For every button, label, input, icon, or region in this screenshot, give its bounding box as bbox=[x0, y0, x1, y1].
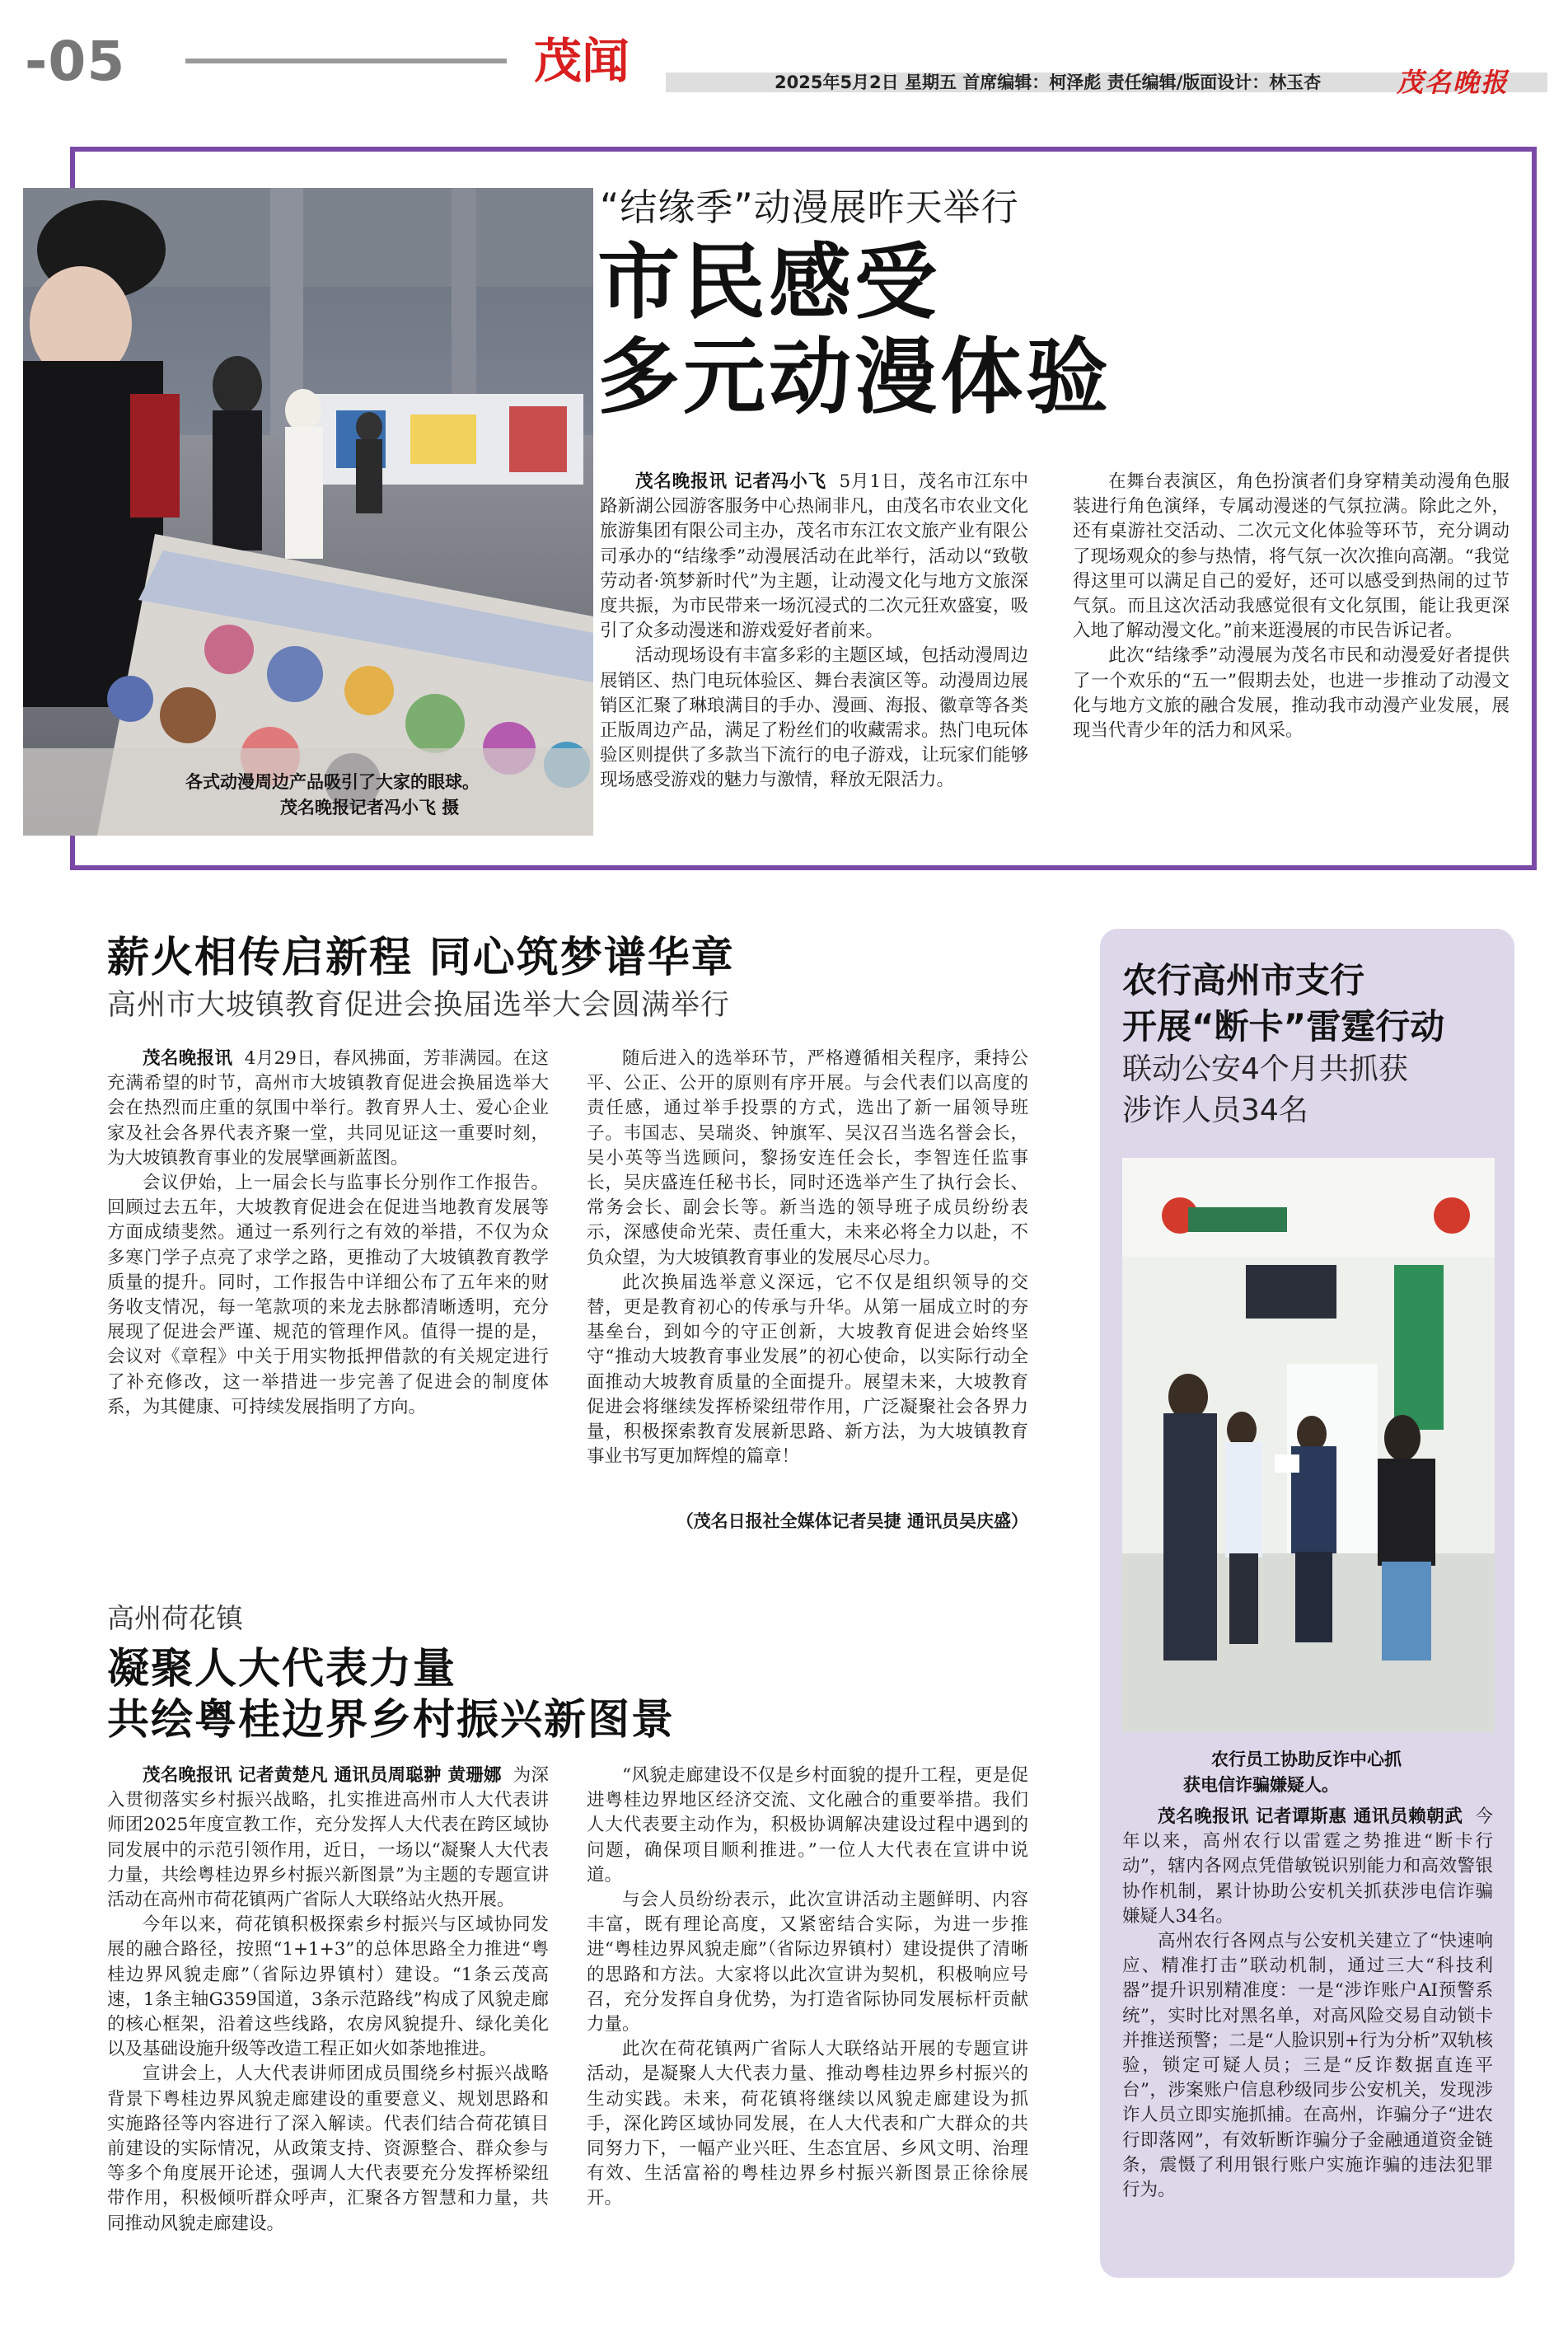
headline-line: 共绘粤桂边界乡村振兴新图景 bbox=[107, 1696, 676, 1745]
feature-headline bbox=[597, 235, 1112, 424]
feature-kicker: “结缘季”动漫展昨天举行 bbox=[600, 185, 1019, 229]
article2-paragraph: 随后进入的选举环节，严格遵循相关程序，秉持公平、公正、公开的原则有序开展。与会代表们以高度的责任感，通过举手投票的方式，选出了新一届领导班子。韦国志、吴瑞炎、钟旗军、吴汉召当选名誉会长，吴小英等当选顾问，黎扬安连任会长，李智连任监事长，吴庆盛连任秘书长，同时还选举产生了执行会长、常务会长、副会长等。新当选的领导班子成员纷纷表示，深感使命光荣、责任重大，未来必将全力以赴，不负众望，为大坡镇教育事业的发展尽心尽力。 bbox=[587, 1048, 1028, 1268]
feature-paragraph: 活动现场设有丰富多彩的主题区域，包括动漫周边展销区、热门电玩体验区、舞台表演区等。动漫周边展销区汇聚了琳琅满目的手办、漫画、海报、徽章等各类正版周边产品，满足了粉丝们的收藏需求。热门电玩体验区则提供了多款当下流行的电子游戏，让玩家们能够现场感受游戏的魅力与激情，释放无限活力。 bbox=[600, 645, 1028, 791]
caption-line: 获电信诈骗嫌疑人。 bbox=[1183, 1775, 1339, 1795]
article3-body-col-1 bbox=[107, 1764, 549, 2283]
sidebar-paragraph bbox=[1122, 1805, 1493, 1929]
headline-line: 开展“断卡”雷霆行动 bbox=[1122, 1006, 1445, 1047]
article3-body-col-2 bbox=[587, 1764, 1028, 2283]
article2-credit: （茂名日报社全媒体记者吴捷 通讯员吴庆盛） bbox=[676, 1511, 1028, 1531]
article3-headline bbox=[107, 1644, 675, 1746]
article3-text: 为深入贯彻落实乡村振兴战略，扎实推进高州市人大代表讲师团2025年度宣教工作，充分发挥人大代表在跨区域协同发展中的示范引领作用，近日，一场以“凝聚人大代表力量，共绘粤桂边界乡村振兴新图景”为主题的专题宣讲活动在高州市荷花镇两广省际人大联络站火热开展。 bbox=[107, 1765, 549, 1911]
headline-line: 多元动漫体验 bbox=[597, 329, 1112, 425]
feature-paragraph: 此次“结缘季”动漫展为茂名市民和动漫爱好者提供了一个欢乐的“五一”假期去处，也进一步推动了动漫文化与地方文旅的融合发展，推动我市动漫产业发展，展现当代青少年的活力和风采。 bbox=[1073, 645, 1509, 742]
header-rule bbox=[185, 59, 507, 63]
section-badge bbox=[521, 31, 643, 89]
article3-kicker: 高州荷花镇 bbox=[107, 1602, 243, 1634]
feature-byline: 茂名晚报讯 记者冯小飞 bbox=[635, 471, 827, 492]
caption-credit: 茂名晚报记者冯小飞 摄 bbox=[280, 798, 460, 817]
caption-line: 各式动漫周边产品吸引了大家的眼球。 bbox=[185, 772, 480, 792]
sidebar-subheadline bbox=[1122, 1049, 1408, 1131]
bank-lobby-photo bbox=[1122, 1158, 1495, 1732]
article3-paragraph: 此次在荷花镇两广省际人大联络站开展的专题宣讲活动，是凝聚人大代表力量、推动粤桂边界乡村振兴的生动实践。未来，荷花镇将继续以风貌走廊建设为抓手，深化跨区域协同发展，在人大代表和广大群众的共同努力下，一幅产业兴旺、生态宜居、乡风文明、治理有效、生活富裕的粤桂边界乡村振兴新图景正徐徐展开。 bbox=[587, 2039, 1028, 2209]
sidebar-paragraph: 高州农行各网点与公安机关建立了“快速响应、精准打击”联动机制，通过三大“科技利器”提升识别精准度：一是“涉诈账户AI预警系统”，实时比对黑名单，对高风险交易自动锁卡并推送预警；二是“人脸识别+行为分析”双轨核验，锁定可疑人员；三是“反诈数据直连平台”，涉案账户信息秒级同步公安机关，发现涉诈人员立即实施抓捕。在高州，诈骗分子“进农行即落网”，有效斩断诈骗分子金融通道资金链条，震慑了利用银行账户实施诈骗的违法犯罪行为。 bbox=[1122, 1931, 1493, 2201]
feature-paragraph bbox=[600, 470, 1028, 644]
section-title: 茂闻 bbox=[533, 33, 630, 89]
masthead-logo: 茂名晚报 bbox=[1397, 67, 1509, 98]
page-number: -05 bbox=[25, 30, 126, 93]
article3-paragraph: 宣讲会上，人大代表讲师团成员围绕乡村振兴战略背景下粤桂边界风貌走廊建设的重要意义、规划思路和实施路径等内容进行了深入解读。代表们结合荷花镇目前建设的实际情况，从政策支持、资源整合、群众参与等多个角度展开论述，强调人大代表要充分发挥桥梁纽带作用，积极倾听群众呼声，汇聚各方智慧和力量，共同推动风貌走廊建设。 bbox=[107, 2063, 549, 2234]
sidebar-photo-caption bbox=[1129, 1747, 1495, 1798]
sidebar-headline bbox=[1122, 958, 1444, 1050]
subheadline-line: 涉诈人员34名 bbox=[1122, 1094, 1308, 1127]
article3-paragraph: “风貌走廊建设不仅是乡村面貌的提升工程，更是促进粤桂边界地区经济交流、文化融合的重要举措。我们人大代表要主动作为，积极协调解决建设过程中遇到的问题，确保项目顺利推进。”一位人大代表在宣讲中说道。 bbox=[587, 1765, 1028, 1885]
sidebar-body bbox=[1122, 1805, 1493, 2266]
feature-photo bbox=[23, 188, 593, 836]
article3-paragraph: 今年以来，荷花镇积极探索乡村振兴与区域协同发展的融合路径，按照“1+1+3”的总体思路全力推进“粤桂边界风貌走廊”（省际边界镇村）建设。“1条云茂高速，1条主轴G359国道，3条示范路线”构成了风貌走廊的核心框架，沿着这些线路，农房风貌提升、绿化美化以及基础设施升级等改造工程正如火如荼地推进。 bbox=[107, 1914, 549, 2060]
article2-subheadline: 高州市大坡镇教育促进会换届选举大会圆满举行 bbox=[107, 989, 731, 1022]
article2-paragraph: 此次换届选举意义深远，它不仅是组织领导的交替，更是教育初心的传承与升华。从第一届成立时的夯基垒台，到如今的守正创新，大坡教育促进会始终坚守“推动大坡教育事业发展”的初心使命，以实际行动全面推动大坡教育质量的全面提升。展望未来，大坡教育促进会将继续发挥桥梁纽带作用，广泛凝聚社会各界力量，积极探索教育发展新思路、新方法，为大坡镇教育事业书写更加辉煌的篇章！ bbox=[587, 1272, 1028, 1468]
caption-line: 农行员工协助反诈中心抓 bbox=[1211, 1750, 1402, 1769]
headline-line: 凝聚人大代表力量 bbox=[107, 1645, 457, 1693]
sidebar-photo bbox=[1122, 1158, 1495, 1732]
article2-body-col-1 bbox=[107, 1047, 549, 1541]
article2-paragraph: 会议伊始，上一届会长与监事长分别作工作报告。回顾过去五年，大坡教育促进会在促进当地教育发展等方面成绩斐然。通过一系列行之有效的举措，不仅为众多寒门学子点亮了求学之路，更推动了大坡镇教育教学质量的提升。同时，工作报告中详细公布了五年来的财务收支情况，每一笔款项的来龙去脉都清晰透明，充分展现了促进会严谨、规范的管理作风。值得一提的是，会议对《章程》中关于用实物抵押借款的有关规定进行了补充修改，这一举措进一步完善了促进会的制度体系，为其健康、可持续发展指明了方向。 bbox=[107, 1173, 549, 1417]
article3-paragraph bbox=[107, 1764, 549, 1913]
article2-body-col-2 bbox=[587, 1047, 1028, 1500]
sidebar-byline: 茂名晚报讯 记者谭斯惠 通讯员赖朝武 bbox=[1158, 1806, 1463, 1827]
sidebar-text: 今年以来，高州农行以雷霆之势推进“断卡行动”，辖内各网点凭借敏锐识别能力和高效警银协作机制，累计协助公安机关抓获涉电信诈骗嫌疑人34名。 bbox=[1122, 1806, 1493, 1927]
comic-expo-photo bbox=[23, 188, 593, 836]
feature-text: 5月1日，茂名市江东中路新湖公园游客服务中心热闹非凡，由茂名市农业文化旅游集团有限公司主办，茂名市东江农文旅产业有限公司承办的“结缘季”动漫展活动在此举行，活动以“致敬劳动者·筑梦新时代”为主题，让动漫文化与地方文旅深度共振，为市民带来一场沉浸式的二次元狂欢盛宴，吸引了众多动漫迷和游戏爱好者前来。 bbox=[600, 471, 1028, 642]
feature-photo-caption bbox=[185, 770, 564, 821]
feature-body-col-1 bbox=[600, 470, 1028, 841]
headline-line: 农行高州市支行 bbox=[1122, 960, 1365, 1000]
article2-text: 4月29日，春风拂面，芳菲满园。在这充满希望的时节，高州市大坡镇教育促进会换届选举大会在热烈而庄重的氛围中举行。教育界人士、爱心企业家及社会各界代表齐聚一堂，共同见证这一重要时刻，为大坡镇教育事业的发展擘画新蓝图。 bbox=[107, 1048, 549, 1169]
article2-paragraph bbox=[107, 1047, 549, 1171]
feature-paragraph: 在舞台表演区，角色扮演者们身穿精美动漫角色服装进行角色演绎，专属动漫迷的气氛拉满。除此之外，还有桌游社交活动、二次元文化体验等环节，充分调动了现场观众的参与热情，将气氛一次次推向高潮。“我觉得这里可以满足自己的爱好，还可以感受到热闹的过节气氛。而且这次活动我感觉很有文化氛围，能让我更深入地了解动漫文化。”前来逛漫展的市民告诉记者。 bbox=[1073, 471, 1509, 642]
article3-byline: 茂名晚报讯 记者黄楚凡 通讯员周聪翀 黄珊娜 bbox=[143, 1765, 502, 1786]
subheadline-line: 联动公安4个月共抓获 bbox=[1122, 1052, 1408, 1086]
feature-body-col-2 bbox=[1073, 470, 1509, 841]
headline-line: 市民感受 bbox=[597, 234, 940, 330]
header-dateline: 2025年5月2日 星期五 首席编辑：柯泽彪 责任编辑/版面设计：林玉杏 bbox=[775, 73, 1322, 92]
article2-headline: 薪火相传启新程 同心筑梦谱华章 bbox=[107, 934, 735, 982]
article2-byline: 茂名晚报讯 bbox=[143, 1048, 233, 1069]
article3-paragraph: 与会人员纷纷表示，此次宣讲活动主题鲜明、内容丰富，既有理论高度，又紧密结合实际，为进一步推进“粤桂边界风貌走廊”（省际边界镇村）建设提供了清晰的思路和方法。大家将以此次宣讲为契机，积极响应号召，充分发挥自身优势，为打造省际协同发展标杆贡献力量。 bbox=[587, 1890, 1028, 2035]
